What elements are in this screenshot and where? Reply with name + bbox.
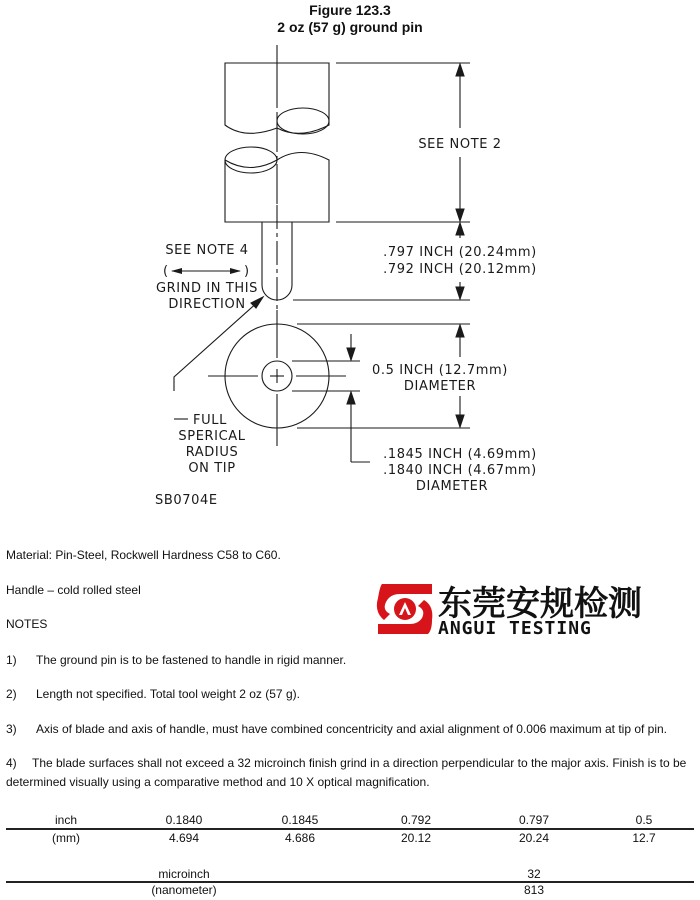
note-text: Axis of blade and axis of handle, must have combined concentricity and axial alignment of 0.006 maximum at tip of pin. — [36, 722, 668, 736]
note-number: 1) — [6, 653, 17, 667]
tip-label-line1: FULL — [193, 413, 227, 428]
grind-label-line2: DIRECTION — [168, 297, 246, 312]
table-row — [6, 828, 694, 848]
dimension-conversion-table — [6, 812, 694, 848]
pin-length-max: .797 INCH (20.24mm) — [383, 245, 537, 260]
table-cell: (nanometer) — [151, 883, 217, 897]
table-divider — [6, 828, 694, 830]
angui-testing-logo — [376, 578, 642, 640]
pin-diameter-max: .1845 INCH (4.69mm) — [383, 447, 537, 462]
drawing-id: SB0704E — [155, 493, 218, 508]
note-4 — [6, 754, 696, 792]
tip-label-line2: SPERICAL — [178, 429, 246, 444]
material-text: Material: Pin-Steel, Rockwell Hardness C58 to C60. — [6, 548, 281, 562]
figure-number: Figure 123.3 — [309, 2, 391, 18]
note-2 — [6, 687, 300, 701]
note-text: The ground pin is to be fastened to handle in rigid manner. — [36, 653, 347, 667]
note-number: 4) — [6, 756, 17, 770]
pin-diameter-min: .1840 INCH (4.67mm) — [383, 463, 537, 478]
grind-label-line1: GRIND IN THIS — [155, 281, 259, 296]
table-cell: 0.1845 — [281, 813, 319, 827]
note-number: 2) — [6, 687, 17, 701]
note-text: Length not specified. Total tool weight 2 oz (57 g). — [36, 687, 300, 701]
table-cell: 0.1840 — [165, 813, 203, 827]
table-cell: 813 — [523, 883, 545, 897]
logo-english-text: ANGUI TESTING — [438, 618, 592, 639]
notes-heading: NOTES — [6, 617, 48, 631]
table-header-row — [6, 866, 694, 882]
note-number: 3) — [6, 722, 17, 736]
angui-logo-icon — [376, 580, 434, 638]
svg-text:): ) — [244, 264, 250, 279]
table-cell: 4.694 — [168, 831, 200, 845]
note-text: The blade surfaces shall not exceed a 32 microinch finish grind in a direction perpendicular to the major axis. Finish is to be determined visually using a comparative method and 10 X optical magnification. — [6, 756, 687, 789]
table-cell: 0.792 — [400, 813, 432, 827]
table-row — [6, 882, 694, 898]
table-cell: 0.5 — [635, 813, 653, 827]
grind-direction-arrow-icon — [163, 264, 250, 279]
handle-material-text: Handle – cold rolled steel — [6, 583, 141, 597]
table-header-row — [6, 812, 694, 828]
table-cell: 20.12 — [400, 831, 432, 845]
svg-text:(: ( — [163, 264, 169, 279]
note-3 — [6, 722, 667, 736]
table-divider — [6, 881, 694, 883]
handle-diameter-line2: DIAMETER — [403, 379, 477, 394]
table-cell: microinch — [158, 867, 210, 881]
table-cell: 0.797 — [518, 813, 550, 827]
logo-chinese-text: 东莞安规检测 — [438, 584, 642, 624]
tip-label-line3: RADIUS — [185, 445, 239, 460]
pin-length-min: .792 INCH (20.12mm) — [383, 262, 537, 277]
table-cell: (mm) — [52, 831, 80, 845]
note-1 — [6, 653, 346, 667]
pin-diameter-label: DIAMETER — [415, 479, 489, 494]
table-cell: 20.24 — [518, 831, 550, 845]
figure-caption: 2 oz (57 g) ground pin — [277, 19, 423, 35]
table-cell: 4.686 — [284, 831, 316, 845]
table-cell: 32 — [527, 867, 541, 881]
see-note-4-label: SEE NOTE 4 — [165, 243, 249, 258]
handle-diameter-line1: 0.5 INCH (12.7mm) — [372, 363, 508, 378]
table-cell: inch — [54, 813, 77, 827]
tip-label-line4: ON TIP — [188, 461, 236, 476]
table-cell: 12.7 — [632, 831, 656, 845]
see-note-2-label: SEE NOTE 2 — [418, 137, 502, 152]
